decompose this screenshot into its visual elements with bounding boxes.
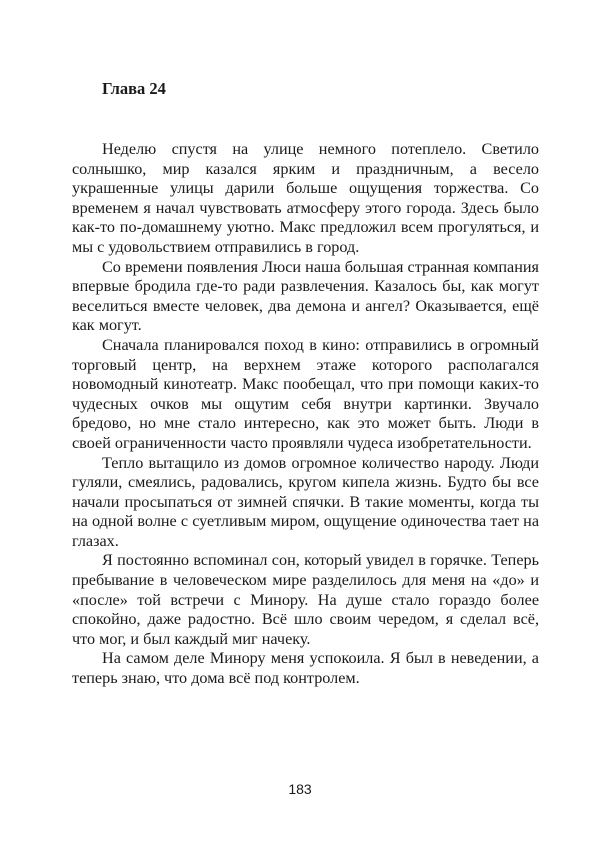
paragraph: Со времени появления Люси наша большая странная компания впервые бродила где-то ради развлечения. Казалось бы, как могут веселиться вместе человек, два демона и ангел? Оказывается, ещё как могут. <box>72 257 539 335</box>
chapter-title: Глава 24 <box>102 79 166 98</box>
paragraph: Я постоянно вспоминал сон, который увидел в горячке. Теперь пребывание в человеческом мире разделилось для меня на «до» и «после» той встречи с Минору. На душе стало гораздо более спокойно, даже радостно. Всё шло своим чередом, я сделал всё, что мог, и был каждый миг начеку. <box>72 551 539 648</box>
chapter-body <box>72 140 539 689</box>
paragraph: Тепло вытащило из домов огромное количество народу. Люди гуляли, смеялись, радовались, кругом кипела жизнь. Будто бы все начали просыпаться от зимней спячки. В такие моменты, когда ты на одной волне с суетливым миром, ощущение одиночества тает на глазах. <box>72 453 539 550</box>
page-number: 183 <box>288 781 312 797</box>
paragraph: Сначала планировался поход в кино: отправились в огромный торговый центр, на верхнем этаже которого располагался новомодный кинотеатр. Макс пообещал, что при помощи каких-то чудесных очков мы ощутим себя внутри картинки. Звучало бредово, но мне стало интересно, как это может быть. Люди в своей ограниченности часто проявляли чудеса изобретательности. <box>72 335 539 452</box>
paragraph: Неделю спустя на улице немного потеплело. Светило солнышко, мир казался ярким и праздничным, а весело украшенные улицы дарили больше ощущения торжества. Со временем я начал чувствовать атмосферу этого города. Здесь было как-то по-домашнему уютно. Макс предложил всем прогуляться, и мы с удовольствием отправились в город. <box>72 140 539 256</box>
paragraph: На самом деле Минору меня успокоила. Я был в неведении, а теперь знаю, что дома всё под контролем. <box>72 649 539 688</box>
